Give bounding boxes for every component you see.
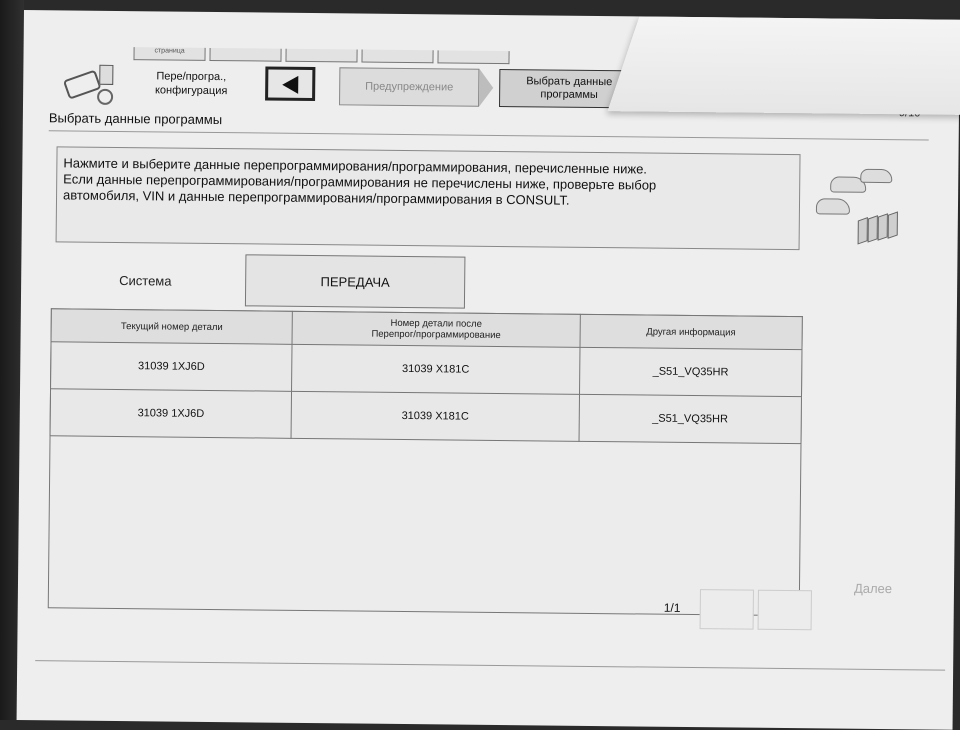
cell-other-info[interactable]: _S51_VQ35HR — [579, 347, 802, 396]
step-warning[interactable]: Предупреждение — [339, 67, 479, 106]
system-label: Система — [119, 273, 172, 289]
tab-2[interactable] — [209, 48, 281, 62]
vehicles-illustration-icon — [815, 168, 916, 269]
program-data-table — [48, 308, 803, 616]
table-row[interactable] — [51, 342, 802, 397]
breadcrumb-reprogram-config: Пере/програ., конфигурация — [154, 70, 228, 98]
paper-curl — [608, 16, 960, 114]
header-new-part-number: Номер детали после Перепрог/программирование — [292, 311, 580, 347]
page-up-button[interactable] — [700, 589, 754, 630]
consult-screen — [35, 20, 952, 689]
page-indicator: 1/1 — [663, 600, 681, 615]
cell-other-info[interactable]: _S51_VQ35HR — [579, 394, 802, 443]
table-row[interactable] — [50, 389, 801, 444]
system-value-text: ПЕРЕДАЧА — [320, 273, 390, 290]
tab-page[interactable]: страница — [133, 47, 205, 61]
arrow-left-icon — [282, 76, 298, 94]
page-down-button[interactable] — [758, 590, 812, 631]
top-tab-strip — [133, 47, 509, 65]
header-other-info: Другая информация — [580, 314, 803, 349]
next-button[interactable]: Далее — [853, 580, 893, 597]
header-current-part-number: Текущий номер детали — [51, 309, 293, 345]
system-value — [245, 254, 466, 308]
back-button[interactable] — [265, 67, 315, 102]
reprogram-tool-icon — [61, 64, 121, 109]
printed-sheet — [17, 10, 960, 730]
divider — [49, 130, 929, 140]
page-title: Выбрать данные программы — [48, 110, 223, 128]
cell-new-part[interactable]: 31039 X181C — [291, 391, 579, 441]
instruction-text: Нажмите и выберите данные перепрограммирования/программирования, перечисленные ниже. Если данные перепрограммирования/программирования не перечислены ниже, проверьте выбор автомобиля, VIN и данные перепрограммирования/программирования в CONSULT. — [56, 146, 801, 250]
divider — [35, 660, 945, 671]
cell-current-part[interactable]: 31039 1XJ6D — [51, 342, 293, 392]
tab-3[interactable] — [285, 49, 357, 63]
chevron-right-icon — [479, 69, 493, 107]
cell-new-part[interactable]: 31039 X181C — [292, 344, 580, 394]
tab-5[interactable] — [437, 50, 509, 64]
step-select-program-data[interactable]: Выбрать данные программы — [499, 69, 639, 108]
cell-current-part[interactable]: 31039 1XJ6D — [50, 389, 292, 439]
tab-4[interactable] — [361, 50, 433, 64]
